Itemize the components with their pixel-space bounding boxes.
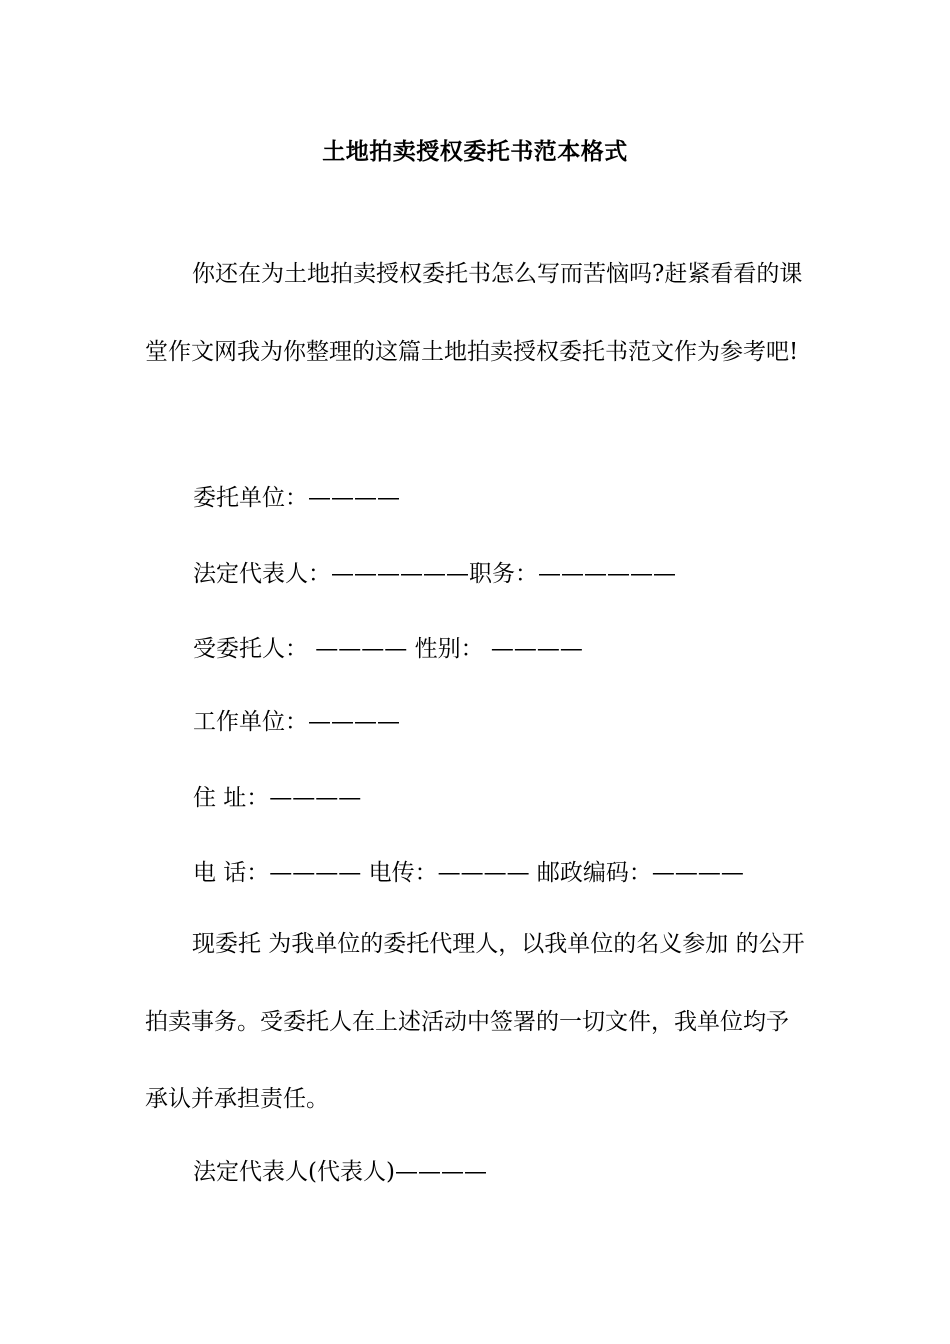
field-legal-representative: 法定代表人：——————职务：——————	[193, 561, 676, 587]
field-work-unit: 工作单位：————	[193, 709, 400, 735]
intro-paragraph: 你还在为土地拍卖授权委托书怎么写而苦恼吗?赶紧看看的课堂作文网我为你整理的这篇土地拍卖授权委托书范文作为参考吧!	[145, 261, 803, 365]
field-address: 住 址：————	[193, 785, 362, 811]
document-title: 土地拍卖授权委托书范本格式	[322, 138, 628, 165]
field-contact: 电 话：———— 电传：———— 邮政编码：————	[193, 860, 744, 886]
signature-line: 法定代表人(代表人)————	[193, 1159, 487, 1185]
main-paragraph-block	[145, 926, 807, 1139]
field-trustee: 受委托人： ———— 性别： ————	[193, 636, 583, 662]
field-entrusting-unit: 委托单位：————	[193, 485, 400, 511]
main-paragraph: 现委托 为我单位的委托代理人，以我单位的名义参加 的公开拍卖事务。受委托人在上述活动中签署的一切文件，我单位均予承认并承担责任。	[145, 931, 805, 1112]
intro-block	[145, 256, 807, 391]
